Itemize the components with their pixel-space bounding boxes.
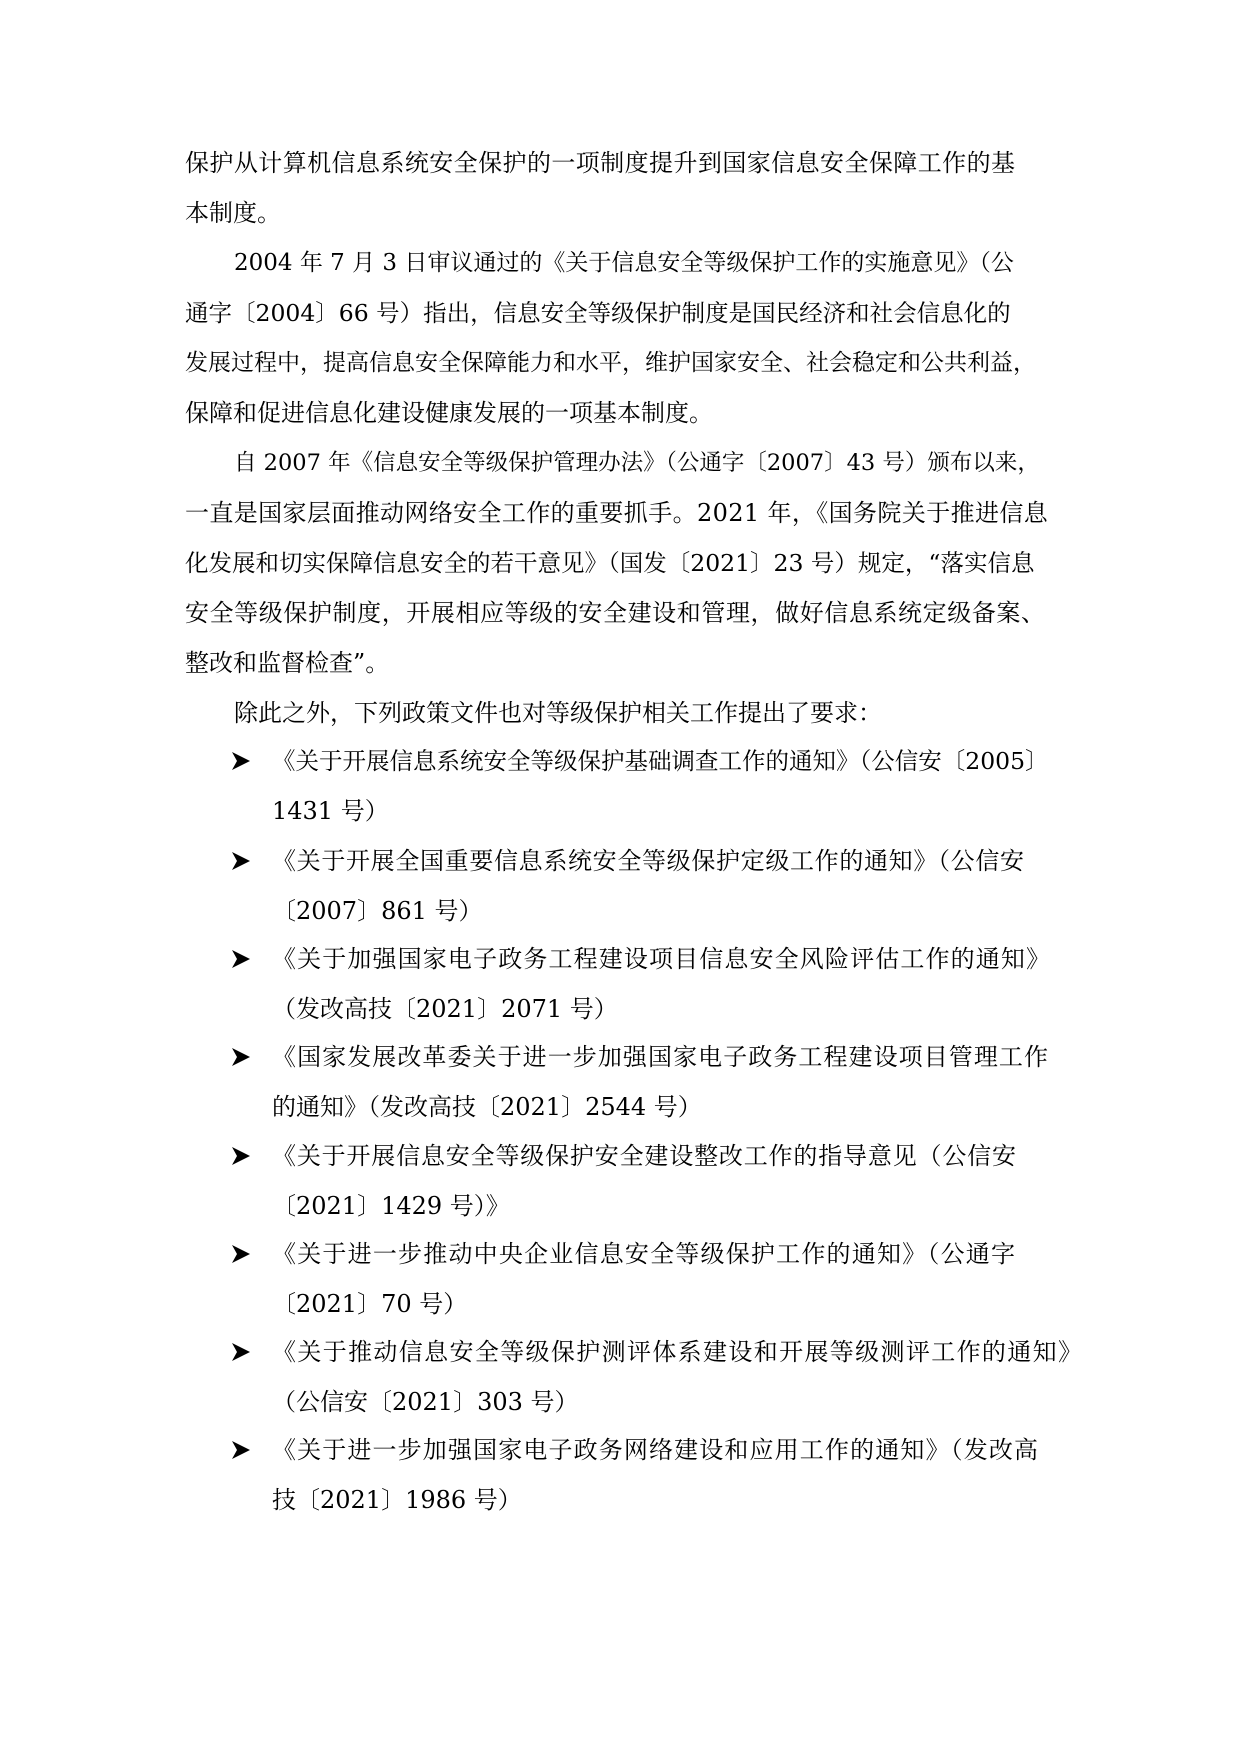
list-item-line: 技〔2021〕1986 号） [272, 1486, 522, 1514]
paragraph-line: 发展过程中，提高信息安全保障能力和水平，维护国家安全、社会稳定和公共利益， [185, 350, 1036, 376]
list-item-line: 〔2021〕1429 号）》 [272, 1192, 510, 1220]
list-item-line: 《关于开展全国重要信息系统安全等级保护定级工作的通知》（公信安 [272, 847, 1025, 875]
list-item-line: 《关于进一步推动中央企业信息安全等级保护工作的通知》（公通字 [272, 1240, 1017, 1268]
arrow-bullet-icon [230, 1145, 252, 1167]
paragraph-line: 化发展和切实保障信息安全的若干意见》（国发〔2021〕23 号）规定，“落实信息 [185, 549, 1035, 577]
list-item-line: 的通知》（发改高技〔2021〕2544 号） [272, 1093, 702, 1121]
arrow-bullet-icon [230, 948, 252, 970]
paragraph-line: 保障和促进信息化建设健康发展的一项基本制度。 [185, 399, 713, 427]
arrow-bullet-icon [230, 1046, 252, 1068]
arrow-bullet-icon [230, 1243, 252, 1265]
list-item-line: 《关于进一步加强国家电子政务网络建设和应用工作的通知》（发改高 [272, 1436, 1040, 1464]
arrow-bullet-icon [230, 750, 252, 772]
list-item-line: （公信安〔2021〕303 号） [272, 1388, 579, 1416]
paragraph-line: 一直是国家层面推动网络安全工作的重要抓手。2021 年，《国务院关于推进信息 [185, 499, 1049, 527]
arrow-bullet-icon [230, 1439, 252, 1461]
paragraph-line: 安全等级保护制度，开展相应等级的安全建设和管理，做好信息系统定级备案、 [185, 599, 1046, 627]
list-item-line: 《关于开展信息系统安全等级保护基础调查工作的通知》（公信安〔2005〕 [272, 747, 1049, 775]
list-item-line: 《关于推动信息安全等级保护测评体系建设和开展等级测评工作的通知》 [272, 1338, 1084, 1366]
arrow-bullet-icon [230, 1341, 252, 1363]
paragraph-line: 整改和监督检查”。 [185, 649, 390, 677]
list-item-line: 1431 号） [272, 797, 389, 825]
paragraph-line: 自 2007 年《信息安全等级保护管理办法》（公通字〔2007〕43 号）颁布以来， [234, 450, 1040, 476]
paragraph-line: 本制度。 [185, 199, 281, 227]
list-item-line: 《关于开展信息安全等级保护安全建设整改工作的指导意见（公信安 [272, 1142, 1017, 1170]
list-item-line: 《国家发展改革委关于进一步加强国家电子政务工程建设项目管理工作 [272, 1043, 1050, 1071]
list-item-line: 《关于加强国家电子政务工程建设项目信息安全风险评估工作的通知》 [272, 945, 1052, 973]
list-item-line: 〔2021〕70 号） [272, 1290, 468, 1318]
paragraph-line: 2004 年 7 月 3 日审议通过的《关于信息安全等级保护工作的实施意见》（公 [234, 250, 1014, 276]
paragraph-line: 通字〔2004〕66 号）指出，信息安全等级保护制度是国民经济和社会信息化的 [185, 299, 1011, 327]
list-item-line: 〔2007〕861 号） [272, 897, 483, 925]
list-item-line: （发改高技〔2021〕2071 号） [272, 995, 618, 1023]
paragraph-line: 除此之外，下列政策文件也对等级保护相关工作提出了要求： [234, 699, 882, 727]
paragraph-line: 保护从计算机信息系统安全保护的一项制度提升到国家信息安全保障工作的基 [185, 149, 1016, 177]
arrow-bullet-icon [230, 850, 252, 872]
